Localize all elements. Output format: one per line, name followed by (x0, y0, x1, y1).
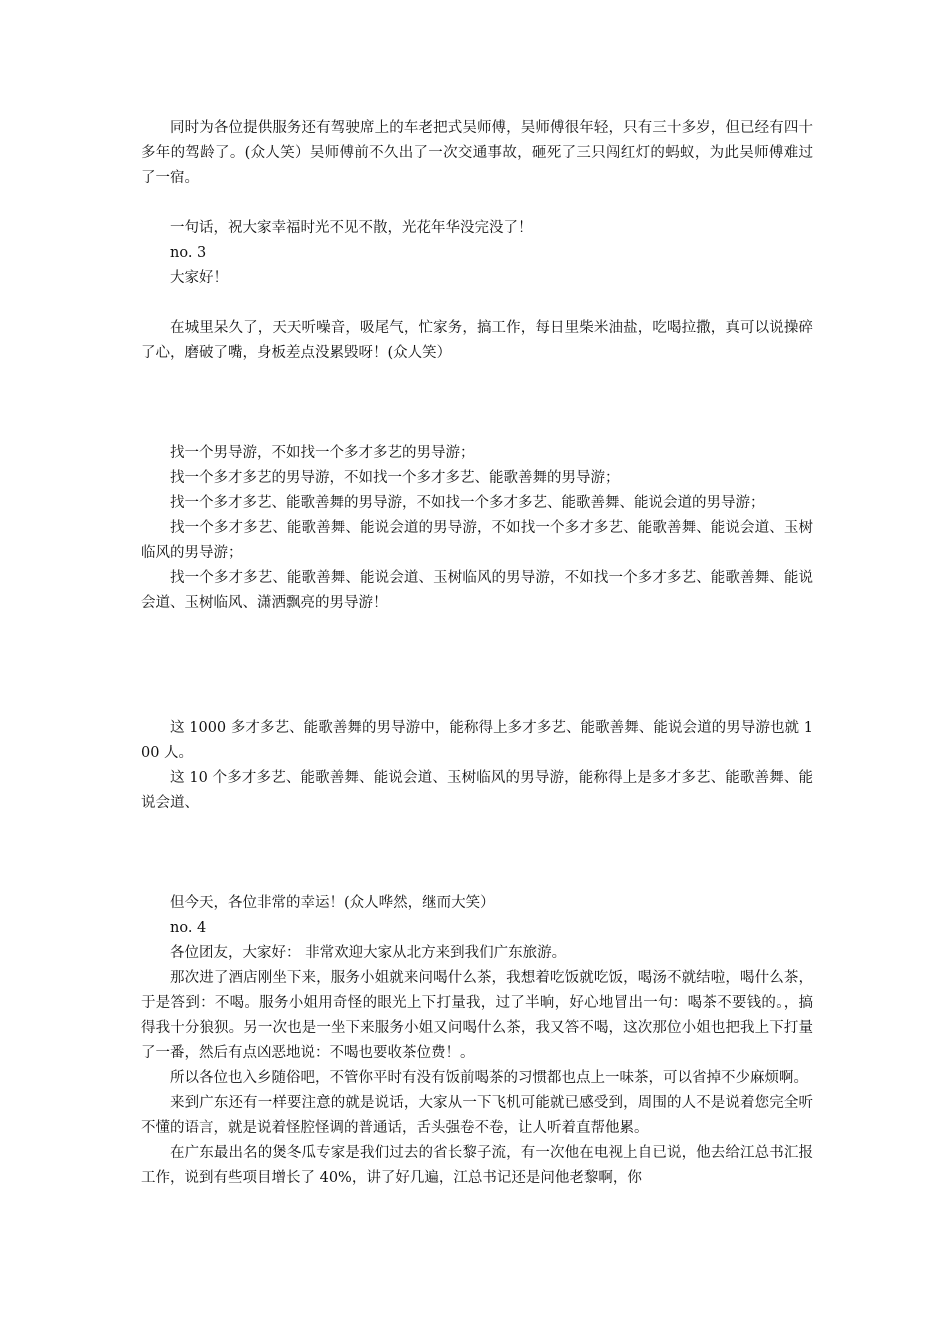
paragraph: 大家好！ (170, 270, 228, 286)
blank-space (141, 816, 813, 891)
paragraph: 在广东最出名的煲冬瓜专家是我们过去的省长黎子流，有一次他在电视上自已说，他去给江总书汇报工作，说到有些项目增长了 40%，讲了好几遍，江总书记还是问他老黎啊，你 (141, 1145, 813, 1186)
paragraph: 来到广东还有一样要注意的就是说话，大家从一下飞机可能就已感受到，周围的人不是说着您完全听不懂的语言，就是说着怪腔怪调的普通话，舌头强卷不卷，让人听着直帮他累。 (141, 1095, 813, 1136)
paragraph: 找一个多才多艺的男导游，不如找一个多才多艺、能歌善舞的男导游； (170, 470, 620, 486)
paragraph: 各位团友，大家好： 非常欢迎大家从北方来到我们广东旅游。 (170, 945, 567, 961)
paragraph: 所以各位也入乡随俗吧，不管你平时有没有饭前喝茶的习惯都也点上一味茶，可以省掉不少麻烦啊。 (170, 1070, 808, 1086)
paragraph: 找一个多才多艺、能歌善舞、能说会道、玉树临风的男导游，不如找一个多才多艺、能歌善舞、能说会道、玉树临风、潇洒飘亮的男导游！ (141, 570, 813, 611)
paragraph: 找一个多才多艺、能歌善舞的男导游，不如找一个多才多艺、能歌善舞、能说会道的男导游； (170, 495, 765, 511)
paragraph: 找一个男导游，不如找一个多才多艺的男导游； (170, 445, 475, 461)
blank-space (141, 366, 813, 441)
paragraph: 但今天，各位非常的幸运！(众人哗然，继而大笑） (170, 895, 495, 911)
paragraph: 同时为各位提供服务还有驾驶席上的车老把式吴师傅，吴师傅很年轻，只有三十多岁，但已经有四十多年的驾龄了。(众人笑）吴师傅前不久出了一次交通事故，砸死了三只闯红灯的蚂蚁，为此吴师傅难过了一宿。 (141, 120, 813, 186)
paragraph: 这 1000 多才多艺、能歌善舞的男导游中，能称得上多才多艺、能歌善舞、能说会道的男导游也就 100 人。 (141, 720, 813, 761)
blank-line (141, 291, 813, 316)
paragraph: 一句话，祝大家幸福时光不见不散，光花年华没完没了！ (170, 220, 533, 236)
paragraph: 那次进了酒店刚坐下来，服务小姐就来问喝什么茶，我想着吃饭就吃饭，喝汤不就结啦，喝什么茶，于是答到：不喝。服务小姐用奇怪的眼光上下打量我，过了半晌，好心地冒出一句：喝茶不要钱的。，搞得我十分狼狈。另一次也是一坐下来服务小姐又问喝什么茶，我又答不喝，这次那位小姐也把我上下打量了一番，然后有点凶恶地说：不喝也要收茶位费！。 (141, 970, 813, 1061)
section-number: no. 4 (170, 920, 207, 936)
paragraph: 在城里呆久了，天天听噪音，吸尾气，忙家务，搞工作，每日里柴米油盐，吃喝拉撒，真可以说操碎了心，磨破了嘴，身板差点没累毁呀！(众人笑） (141, 320, 813, 361)
paragraph: 这 10 个多才多艺、能歌善舞、能说会道、玉树临风的男导游，能称得上是多才多艺、能歌善舞、能说会道、 (141, 770, 813, 811)
blank-space (141, 616, 813, 716)
paragraph: 找一个多才多艺、能歌善舞、能说会道的男导游，不如找一个多才多艺、能歌善舞、能说会道、玉树临风的男导游； (141, 520, 813, 561)
document-body (141, 116, 813, 1191)
blank-line (141, 191, 813, 216)
section-number: no. 3 (170, 245, 207, 261)
